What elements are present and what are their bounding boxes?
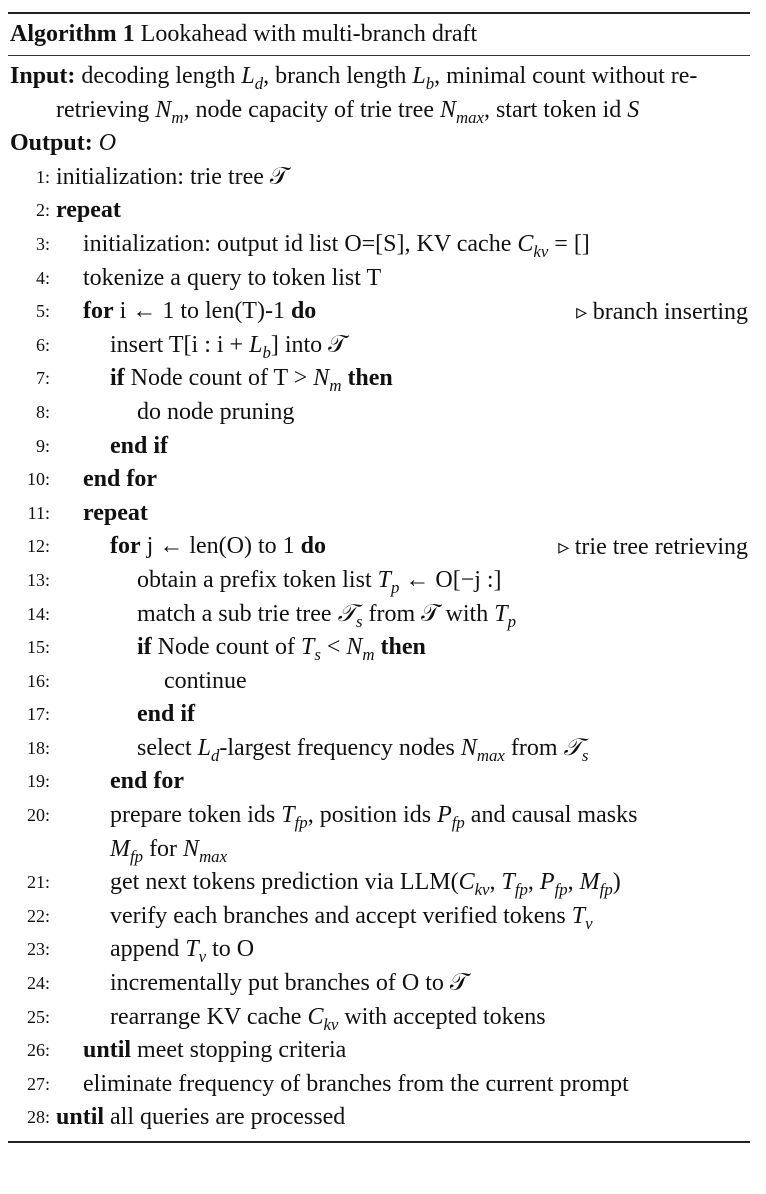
statement-text: insert T[i : $i + L_b$] into 𝒯 [110, 331, 347, 362]
algorithm-line [8, 161, 750, 195]
keyword: repeat [56, 197, 121, 224]
keyword: end if [137, 701, 196, 728]
line-body [56, 833, 750, 867]
line-number: 19 : [8, 765, 56, 799]
line-body [56, 866, 750, 900]
line-body [56, 1001, 750, 1035]
statement-text: Node count of $T_s < N_m$ [157, 634, 375, 664]
statement-text: initialization: trie tree 𝒯 [56, 163, 289, 190]
line-number: 24 : [8, 967, 56, 1001]
line-number: 14 : [8, 598, 56, 632]
statement-text: get next tokens prediction via $LLM(C_{kv}$, $T_{fp}$, $P_{fp}$, $M_{fp}$) [110, 869, 621, 900]
line-body [56, 497, 750, 531]
keyword: until [56, 1104, 105, 1131]
algorithm-line [8, 665, 750, 699]
statement-text: i ← 1 to len(T)-1 [119, 298, 285, 325]
algorithm-line [8, 866, 750, 900]
algorithm-block [8, 12, 750, 1143]
statement-text: j ← len(O) to 1 [146, 533, 295, 560]
line-body [56, 1101, 750, 1135]
algorithm-line [8, 933, 750, 967]
line-body [56, 262, 750, 296]
algorithm-line [8, 1101, 750, 1135]
output-block [10, 127, 748, 161]
algorithm-line [8, 1001, 750, 1035]
algorithm-label: Algorithm 1 [10, 21, 135, 47]
line-number: 3 : [8, 228, 56, 262]
algorithm-line [8, 598, 750, 632]
line-number: 26 : [8, 1034, 56, 1068]
algorithm-line-continuation [8, 833, 750, 867]
statement-text: Node count of $T > N_m$ [130, 365, 342, 396]
algorithm-line [8, 262, 750, 296]
line-body [56, 698, 750, 732]
algorithm-line [8, 900, 750, 934]
bottom-rule [8, 1141, 750, 1143]
line-comment: ▹ trie tree retrieving [558, 530, 748, 565]
line-body [56, 967, 750, 1001]
line-body [56, 430, 750, 464]
line-number: 1 : [8, 161, 56, 195]
line-body [56, 329, 750, 363]
statement-text: rearrange KV cache $C_{kv}$ with accepted tokens [110, 1003, 546, 1034]
line-body [56, 799, 750, 833]
algorithm-line [8, 1068, 750, 1102]
line-number: 25 : [8, 1001, 56, 1035]
output-value: O [98, 130, 117, 157]
algorithm-line [8, 329, 750, 363]
keyword: do [290, 298, 317, 325]
statement-text: obtain a prefix token list $T_p$ ← O[−j :] [137, 566, 502, 597]
line-body [56, 732, 750, 766]
line-number: 12 : [8, 530, 56, 564]
line-body [56, 228, 750, 262]
line-number: 28 : [8, 1101, 56, 1135]
line-body [56, 161, 750, 195]
statement-text: match a sub trie tree 𝒯$_s$ from 𝒯 with $T_p$ [137, 600, 516, 631]
line-number: 6 : [8, 329, 56, 363]
line-body [56, 463, 750, 497]
statement-text: select $L_d$-largest frequency nodes $N_{max}$ from 𝒯$_s$ [137, 734, 589, 765]
input-label: Input: [10, 63, 76, 89]
line-number: 10 : [8, 463, 56, 497]
line-number: 4 : [8, 262, 56, 296]
keyword: do [300, 533, 326, 560]
line-body [56, 933, 750, 967]
line-number: 5 : [8, 295, 56, 329]
line-number: 21 : [8, 866, 56, 900]
io-section [8, 56, 750, 161]
statement-text: verify each branches and accept verified tokens $T_v$ [110, 902, 593, 933]
algorithm-caption [8, 14, 750, 55]
algorithm-lines [8, 161, 750, 1141]
keyword: end for [83, 466, 157, 493]
line-number: 17 : [8, 698, 56, 732]
algorithm-line [8, 530, 750, 564]
algorithm-line [8, 295, 750, 329]
algorithm-line [8, 631, 750, 665]
algorithm-line [8, 497, 750, 531]
output-label: Output: [10, 130, 93, 157]
line-body [56, 1068, 750, 1102]
line-number: 13 : [8, 564, 56, 598]
line-number: 2 : [8, 194, 56, 228]
algorithm-line [8, 732, 750, 766]
line-number: 20 : [8, 799, 56, 833]
statement-text: $M_{fp}$ for $N_{max}$ [110, 835, 228, 866]
line-body [56, 598, 750, 632]
input-text: decoding length $L_d$, branch length $L_b$, minimal count without re-retrieving $N_m$, node capacity of trie tree $N_{max}$, start token id S [56, 63, 698, 127]
algorithm-title: Lookahead with multi-branch draft [140, 21, 478, 47]
line-body [56, 362, 750, 396]
keyword: end for [110, 768, 184, 795]
statement-text: eliminate frequency of branches from the current prompt [83, 1070, 629, 1097]
line-comment: ▹ branch inserting [576, 295, 748, 330]
keyword: if [137, 634, 152, 661]
line-number: 15 : [8, 631, 56, 665]
line-number: 11 : [8, 497, 56, 531]
keyword: repeat [83, 499, 148, 526]
line-body [56, 665, 750, 699]
line-number: 18 : [8, 732, 56, 766]
line-body [56, 194, 750, 228]
algorithm-line [8, 228, 750, 262]
algorithm-line [8, 463, 750, 497]
keyword: then [380, 634, 426, 661]
statement-text: do node pruning [137, 398, 295, 425]
algorithm-line [8, 564, 750, 598]
line-body [56, 765, 750, 799]
statement-text: continue [164, 667, 247, 694]
algorithm-line [8, 194, 750, 228]
keyword: if [110, 365, 125, 392]
keyword: then [347, 365, 393, 392]
line-body [56, 1034, 750, 1068]
keyword: for [83, 298, 114, 325]
statement-text: incrementally put branches of O to 𝒯 [110, 970, 469, 997]
line-body [56, 900, 750, 934]
keyword: end if [110, 432, 169, 459]
algorithm-line [8, 430, 750, 464]
algorithm-line [8, 698, 750, 732]
line-number: 16 : [8, 665, 56, 699]
algorithm-line [8, 967, 750, 1001]
statement-text: append $T_v$ to O [110, 936, 255, 967]
input-block [10, 60, 748, 127]
line-body [56, 564, 750, 598]
algorithm-line [8, 396, 750, 430]
algorithm-line [8, 799, 750, 833]
line-body [56, 396, 750, 430]
line-number: 8 : [8, 396, 56, 430]
line-number: 22 : [8, 900, 56, 934]
line-number: 23 : [8, 933, 56, 967]
keyword: until [83, 1037, 132, 1064]
statement-text: all queries are processed [110, 1104, 346, 1131]
statement-text: prepare token ids $T_{fp}$, position ids $P_{fp}$ and causal masks [110, 802, 638, 832]
keyword: for [110, 533, 141, 560]
statement-text: initialization: output id list O=[S], KV cache $C_{kv}$ = [] [83, 230, 590, 261]
algorithm-line [8, 765, 750, 799]
line-number: 27 : [8, 1068, 56, 1102]
line-number: 9 : [8, 430, 56, 464]
algorithm-line [8, 362, 750, 396]
algorithm-line [8, 1034, 750, 1068]
line-body [56, 631, 750, 665]
line-number: 7 : [8, 362, 56, 396]
statement-text: meet stopping criteria [137, 1037, 347, 1064]
statement-text: tokenize a query to token list T [83, 264, 382, 291]
